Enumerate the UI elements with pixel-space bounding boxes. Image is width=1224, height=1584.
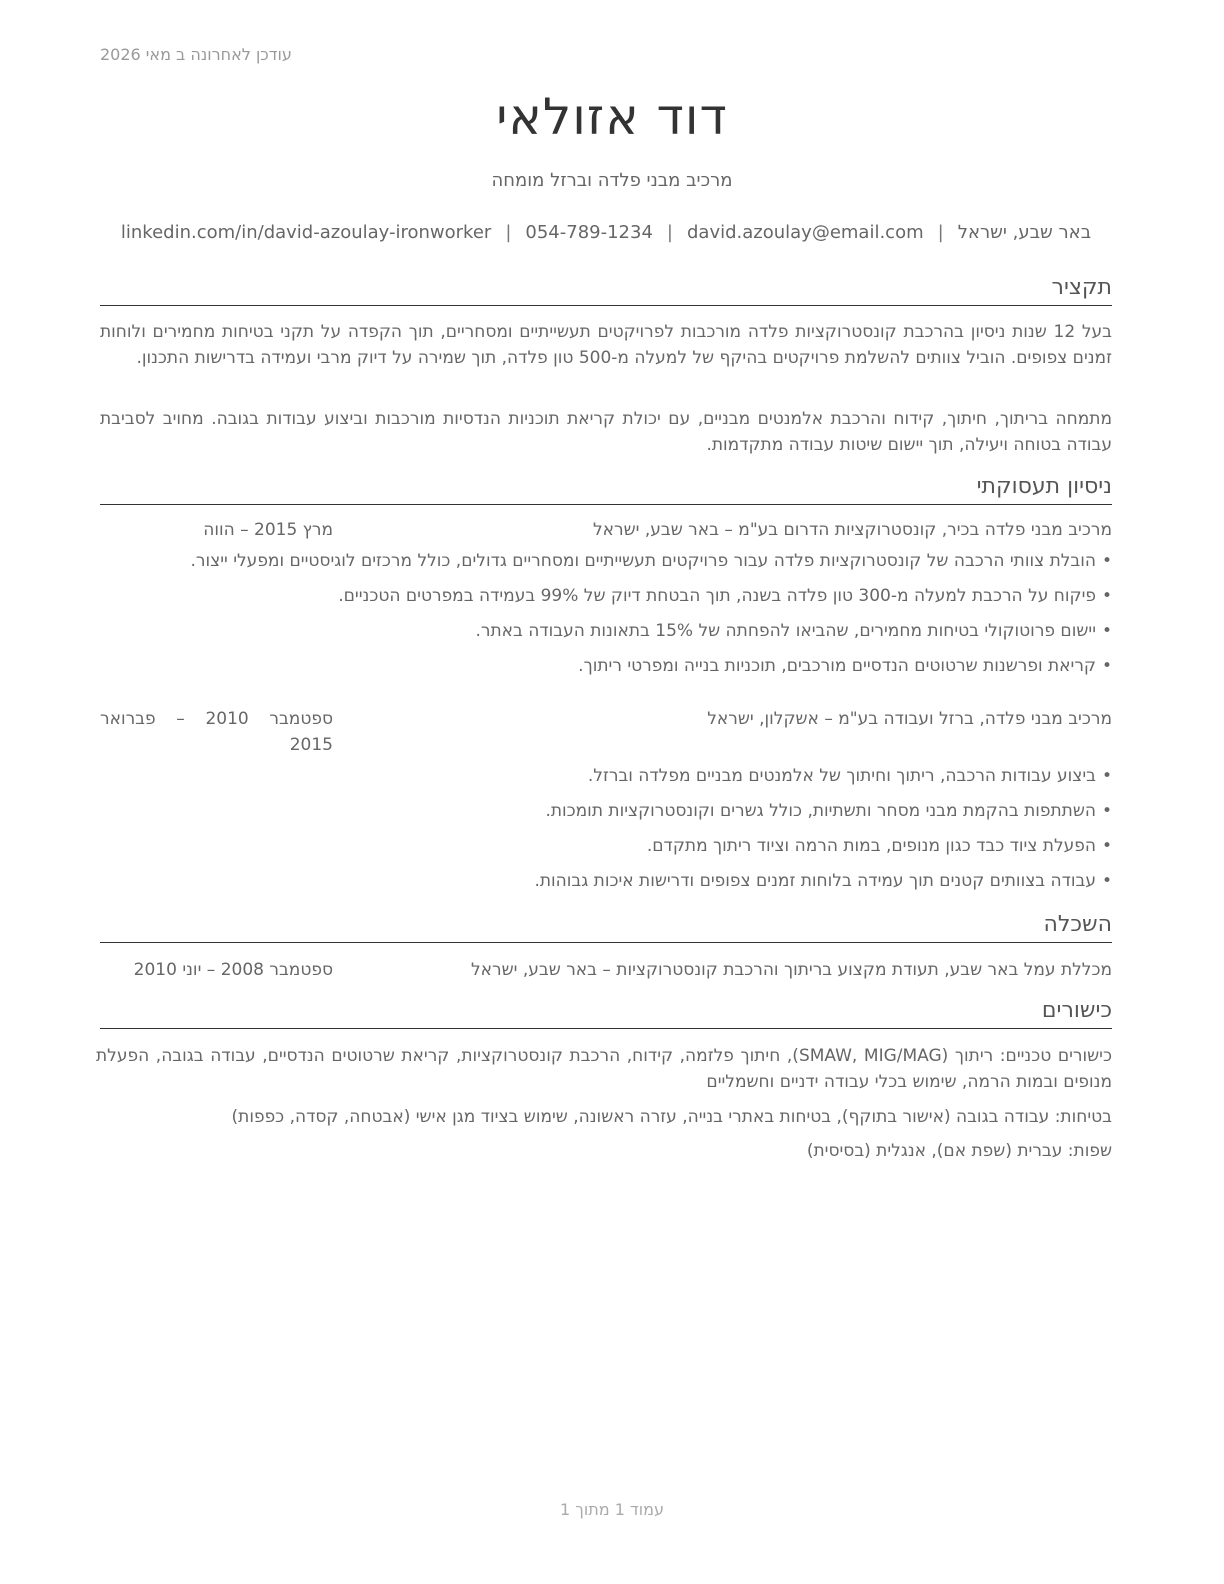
bullet-text: ביצוע עבודות הרכבה, ריתוך וחיתוך של אלמנטים מבניים מפלדה וברזל. [587, 766, 1096, 786]
bullet-icon: • [1101, 621, 1112, 641]
contact-location: באר שבע, ישראל [957, 222, 1092, 243]
list-item [100, 868, 1112, 903]
bullet-icon: • [1101, 766, 1112, 786]
job-dates: מרץ 2015 – הווה [203, 520, 333, 540]
bullet-icon: • [1101, 656, 1112, 676]
education-title: מכללת עמל באר שבע, תעודת מקצוע בריתוך והרכבת קונסטרוקציות – באר שבע, ישראל [471, 960, 1112, 980]
summary-paragraph: בעל 12 שנות ניסיון בהרכבת קונסטרוקציות פלדה מורכבות לפרויקטים תעשייתיים ומסחריים, תוך הקפדה על תקני בטיחות מחמירים ולוחות זמנים צפופים. הוביל צוותים להשלמת פרויקטים בהיקף של למעלה מ-500 טון פלדה, תוך שמירה על דיוק מרבי ועמידה בדרישות התכנון. [100, 322, 1112, 368]
bullet-text: הובלת צוותי הרכבה של קונסטרוקציות פלדה עבור פרויקטים תעשייתיים ומסחריים גדולים, כולל מרכזים לוגיסטיים ומפעלי ייצור. [190, 551, 1096, 571]
list-item [100, 798, 1112, 833]
job-header [100, 706, 1112, 758]
section-heading-education: השכלה [100, 912, 1112, 943]
page-number: עמוד 1 מתוך 1 [560, 1500, 664, 1519]
bullet-icon: • [1101, 586, 1112, 606]
summary-paragraph: מתמחה בריתוך, חיתוך, קידוח והרכבת אלמנטים מבניים, עם יכולת קריאת תוכניות הנדסיות מורכבות וביצוע עבודות בגובה. מחויב לסביבת עבודה בטוחה ויעילה, תוך יישום שיטות עבודה מתקדמות. [100, 409, 1112, 455]
list-item [100, 763, 1112, 798]
job-bullets [100, 763, 1112, 903]
bullet-text: השתתפות בהקמת מבני מסחר ותשתיות, כולל גשרים וקונסטרוקציות תומכות. [545, 801, 1096, 821]
skills-technical: כישורים טכניים: ריתוך (SMAW, MIG/MAG), חיתוך פלזמה, קידוח, הרכבת קונסטרוקציות, קריאת שרטוטים הנדסיים, עבודה בגובה, הפעלת מנופים ובמות הרמה, שימוש בכלי עבודה ידניים וחשמליים [96, 1046, 1112, 1092]
job-bullets [100, 548, 1112, 688]
contact-phone[interactable]: 054-789-1234 [525, 222, 653, 243]
bullet-text: הפעלת ציוד כבד כגון מנופים, במות הרמה וציוד ריתוך מתקדם. [646, 836, 1096, 856]
job-title: מרכיב מבני פלדה, ברזל ועבודה בע"מ – אשקלון, ישראל [707, 709, 1112, 729]
contact-email[interactable]: david.azoulay@email.com [686, 222, 924, 243]
contact-separator: | [505, 222, 512, 243]
bullet-icon: • [1101, 551, 1112, 571]
list-item [100, 583, 1112, 618]
list-item [100, 833, 1112, 868]
section-heading-skills: כישורים [100, 998, 1112, 1029]
list-item [100, 653, 1112, 688]
list-item [100, 618, 1112, 653]
last-updated: עודכן לאחרונה ב מאי 2026 [100, 45, 292, 64]
job-title: מרכיב מבני פלדה בכיר, קונסטרוקציות הדרום בע"מ – באר שבע, ישראל [592, 520, 1112, 540]
contact-separator: | [666, 222, 673, 243]
bullet-icon: • [1101, 836, 1112, 856]
contact-separator: | [937, 222, 944, 243]
candidate-title: מרכיב מבני פלדה וברזל מומחה [491, 170, 733, 191]
bullet-icon: • [1101, 871, 1112, 891]
section-heading-experience: ניסיון תעסוקתי [100, 474, 1112, 505]
job-dates: ספטמבר 2010 – פברואר 2015 [100, 709, 333, 755]
education-entry [100, 957, 1112, 983]
bullet-text: קריאת ופרשנות שרטוטים הנדסיים מורכבים, תוכניות בנייה ומפרטי ריתוך. [578, 656, 1096, 676]
skills-languages: שפות: עברית (שפת אם), אנגלית (בסיסית) [806, 1141, 1112, 1161]
bullet-text: יישום פרוטוקולי בטיחות מחמירים, שהביאו להפחתה של 15% בתאונות העבודה באתר. [475, 621, 1096, 641]
bullet-text: פיקוח על הרכבת למעלה מ-300 טון פלדה בשנה, תוך הבטחת דיוק של 99% בעמידה במפרטים הטכניים. [338, 586, 1096, 606]
job-header [100, 517, 1112, 543]
contact-bar [100, 222, 1112, 243]
skills-safety: בטיחות: עבודה בגובה (אישור בתוקף), בטיחות באתרי בנייה, עזרה ראשונה, שימוש בציוד מגן אישי (אבטחה, קסדה, כפפות) [231, 1107, 1112, 1127]
education-dates: ספטמבר 2008 – יוני 2010 [133, 960, 333, 980]
section-heading-summary: תקציר [100, 275, 1112, 306]
bullet-text: עבודה בצוותים קטנים תוך עמידה בלוחות זמנים צפופים ודרישות איכות גבוהות. [534, 871, 1096, 891]
candidate-name: דוד אזולאי [496, 88, 728, 146]
bullet-icon: • [1101, 801, 1112, 821]
list-item [100, 548, 1112, 583]
contact-linkedin[interactable]: linkedin.com/in/david-azoulay-ironworker [120, 222, 492, 243]
